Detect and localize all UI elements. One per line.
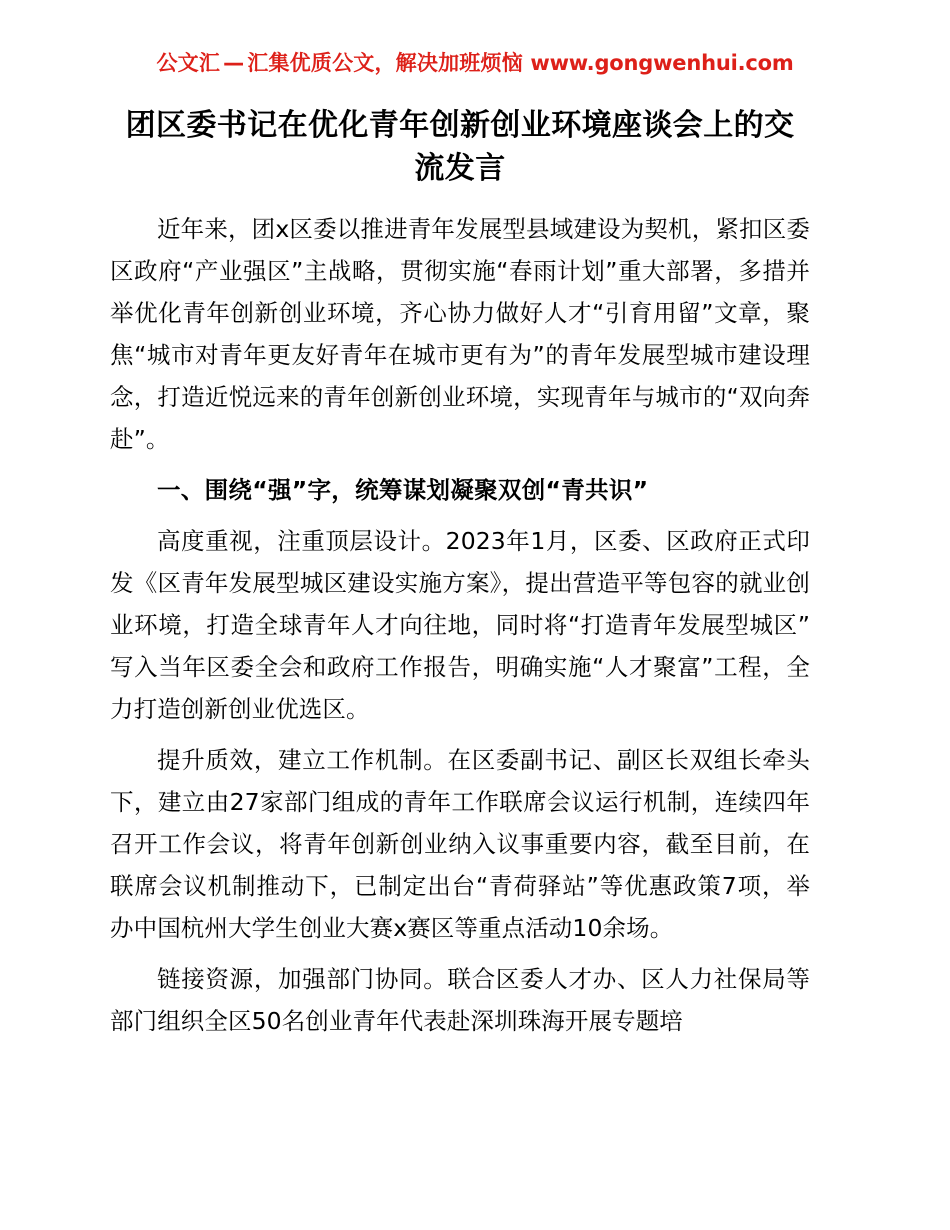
site-watermark-banner bbox=[0, 48, 950, 78]
paragraph-intro: 近年来，团x区委以推进青年发展型县域建设为契机，紧扣区委区政府“产业强区”主战略，贯彻实施“春雨计划”重大部署，多措并举优化青年创新创业环境，齐心协力做好人才“引育用留”文章，聚焦“城市对青年更友好青年在城市更有为”的青年发展型城市建设理念，打造近悦远来的青年创新创业环境，实现青年与城市的“双向奔赴”。 bbox=[110, 215, 810, 453]
paragraph-top-level-design: 高度重视，注重顶层设计。2023年1月，区委、区政府正式印发《区青年发展型城区建设实施方案》，提出营造平等包容的就业创业环境，打造全球青年人才向往地，同时将“打造青年发展型城区”写入当年区委全会和政府工作报告，明确实施“人才聚富”工程，全力打造创新创业优选区。 bbox=[110, 527, 810, 723]
section-heading-one: 一、围绕“强”字，统筹谋划凝聚双创“青共识” bbox=[157, 476, 649, 504]
document-title: 团区委书记在优化青年创新创业环境座谈会上的交流发言 bbox=[125, 108, 795, 186]
site-tagline: 汇集优质公文，解决加班烦恼 bbox=[247, 51, 523, 75]
document-content bbox=[110, 104, 810, 1042]
site-url: www.gongwenhui.com bbox=[530, 51, 794, 75]
paragraph-work-mechanism: 提升质效，建立工作机制。在区委副书记、副区长双组长牵头下，建立由27家部门组成的青年工作联席会议运行机制，连续四年召开工作会议，将青年创新创业纳入议事重要内容，截至目前，在联席会议机制推动下，已制定出台“青荷驿站”等优惠政策7项，举办中国杭州大学生创业大赛x赛区等重点活动10余场。 bbox=[110, 746, 810, 942]
banner-dash-separator: — bbox=[223, 51, 245, 75]
site-brand-name: 公文汇 bbox=[156, 51, 221, 75]
paragraph-resource-linking: 链接资源，加强部门协同。联合区委人才办、区人力社保局等部门组织全区50名创业青年代表赴深圳珠海开展专题培 bbox=[110, 965, 810, 1035]
